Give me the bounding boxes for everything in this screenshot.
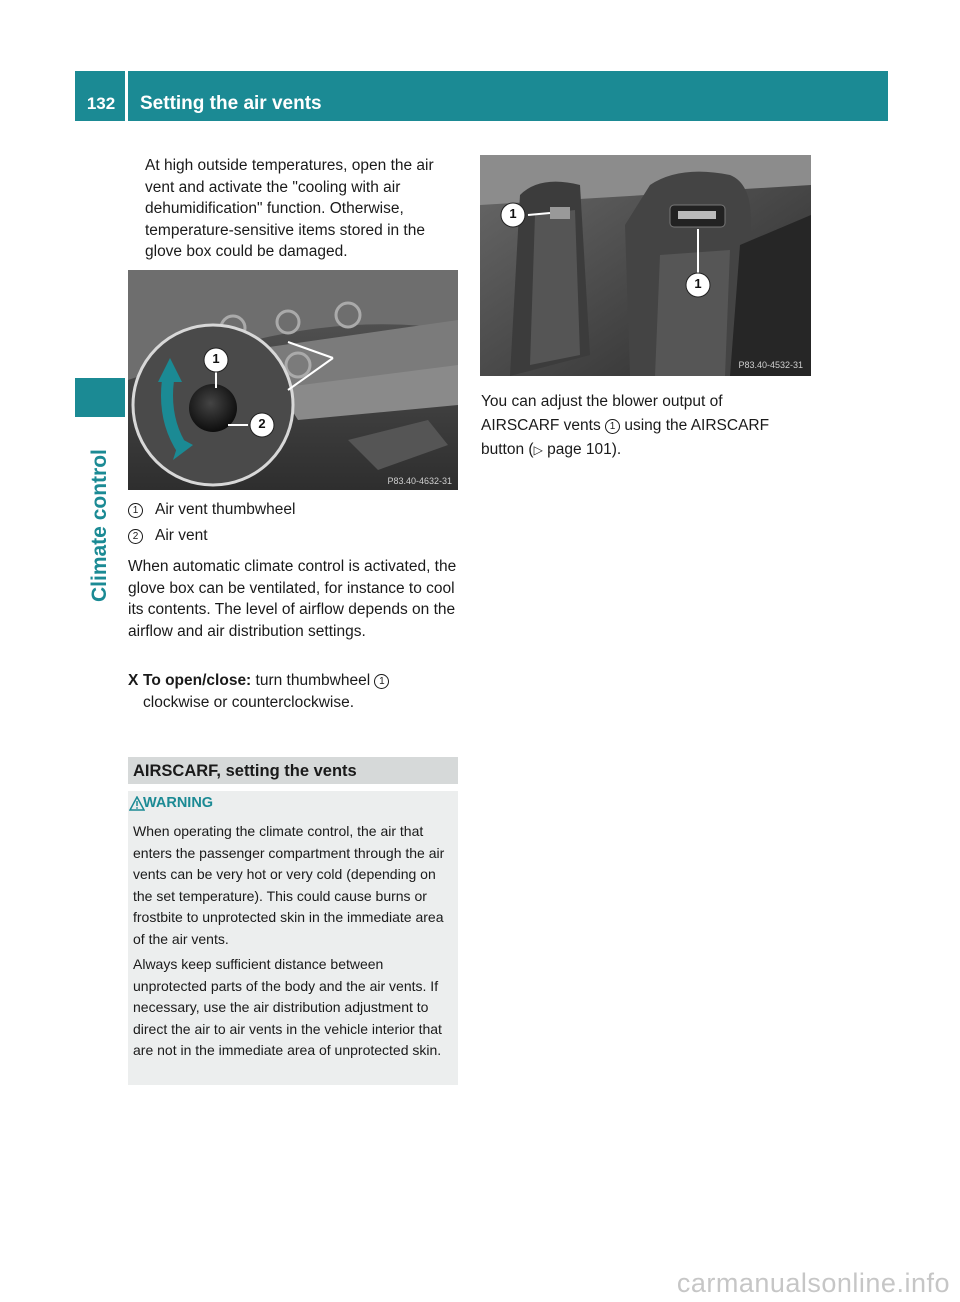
intro-paragraph: At high outside temperatures, open the air vent and activate the "cooling with air dehumidification" function. Otherwise, temperature-sensitive items stored in the glove box could be damaged.: [145, 157, 434, 260]
legend-text: Air vent thumbwheel: [155, 501, 296, 518]
instruction-marker: 1: [374, 674, 389, 689]
figure2-code: P83.40-4532-31: [738, 360, 803, 370]
side-tab-marker: [75, 378, 125, 417]
page-title: Setting the air vents: [140, 93, 322, 114]
airscarf-marker: 1: [605, 419, 620, 434]
legend-item: [128, 499, 295, 520]
legend-marker: 1: [128, 503, 143, 518]
instruction-text-before: turn thumbwheel: [255, 672, 371, 689]
instruction-lead: To open/close:: [143, 672, 252, 689]
figure2-callout-1a: 1: [509, 206, 517, 221]
warning-title: WARNING: [143, 795, 214, 811]
legend-marker: 2: [128, 529, 143, 544]
page-ref-arrow-icon: ▷: [533, 443, 543, 457]
instruction-text-after: clockwise or counterclockwise.: [143, 693, 355, 711]
figure1-callout-1: 1: [212, 351, 220, 366]
legend-text: Air vent: [155, 527, 208, 544]
airscarf-illustration: [480, 155, 811, 376]
page-number: 132: [86, 94, 116, 113]
airscarf-figure: [480, 155, 811, 376]
airscarf-text-before: You can adjust the blower output of AIRSCARF vents: [481, 393, 723, 434]
warning-paragraph-2: Always keep sufficient distance between unprotected parts of the body and the air vents. If necessary, use the air distribution adjustment to direct the air to air vents in the vehicle interior that are not in the immediate area of unprotected skin.: [133, 956, 442, 1058]
airscarf-paragraph: [481, 390, 801, 462]
instruction: [128, 670, 458, 713]
figure1-callout-2: 2: [258, 416, 266, 431]
header-divider: [125, 71, 128, 121]
figure1-code: P83.40-4632-31: [387, 476, 452, 486]
legend-item: [128, 525, 208, 546]
watermark: carmanualsonline.info: [676, 1268, 950, 1298]
side-tab-label: Climate control: [88, 449, 111, 602]
glovebox-illustration: [128, 270, 458, 490]
glovebox-paragraph: When automatic climate control is activated, the glove box can be ventilated, for instance to cool its contents. The level of airflow depends on the airflow and air distribution settings.: [128, 558, 457, 640]
figure2-callout-1b: 1: [694, 276, 702, 291]
airscarf-text-after: page 101).: [547, 441, 622, 458]
airscarf-text-middle: using the AIRSCARF button (: [481, 417, 770, 458]
warning-paragraph-1: When operating the climate control, the air that enters the passenger compartment through the air vents can be very hot or very cold (depending on the set temperature). This could cause burns or frostbite to unprotected skin in the immediate area of the air vents.: [133, 823, 445, 947]
instruction-bullet: X: [128, 672, 139, 689]
glovebox-figure: [128, 270, 458, 490]
section-heading: AIRSCARF, setting the vents: [128, 757, 458, 784]
